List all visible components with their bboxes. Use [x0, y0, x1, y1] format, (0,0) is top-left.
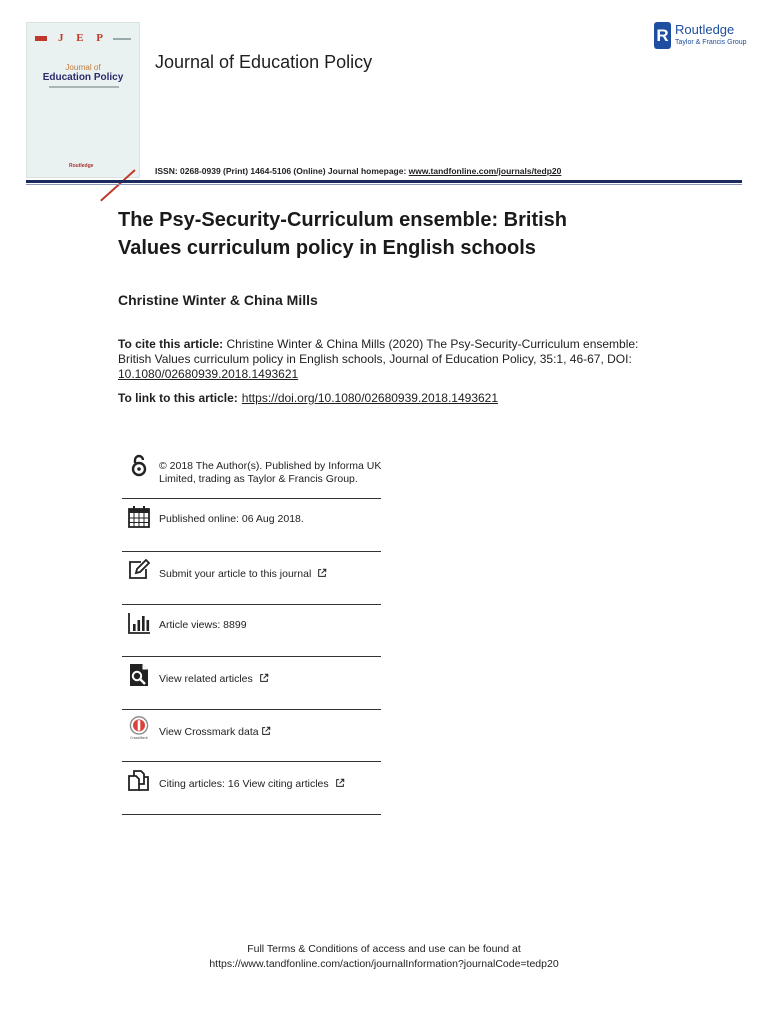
cover-publisher-mark: Routledge — [69, 163, 94, 169]
cover-acronym: J E P — [57, 32, 109, 44]
cite-label: To cite this article: — [118, 337, 224, 351]
cite-text: Christine Winter & China Mills (2020) The Psy-Security-Curriculum ensemble: British Values curriculum policy in English schools, Journal of Education Policy, 35:1, 46-67, DOI: — [118, 337, 639, 366]
article-authors: Christine Winter & China Mills — [118, 292, 318, 308]
journal-homepage-link[interactable]: www.tandfonline.com/journals/tedp20 — [408, 166, 562, 176]
citing-articles-text: Citing articles: 16 View citing articles — [159, 778, 329, 790]
external-link-icon — [317, 568, 327, 578]
external-link-icon — [261, 726, 271, 736]
article-link-line — [118, 391, 498, 405]
cover-subtitle-line — [49, 86, 119, 88]
article-doi-url-link[interactable]: https://doi.org/10.1080/02680939.2018.1493621 — [241, 391, 499, 405]
edit-icon — [127, 558, 151, 582]
crossmark-icon — [127, 716, 151, 740]
routledge-r-icon: R — [654, 22, 671, 49]
issn-text: ISSN: 0268-0939 (Print) 1464-5106 (Online) Journal homepage: — [155, 166, 409, 176]
citation-block — [118, 337, 658, 382]
published-text: Published online: 06 Aug 2018. — [159, 513, 304, 525]
external-link-icon — [259, 673, 269, 683]
terms-url-link[interactable]: https://www.tandfonline.com/action/journalInformation?journalCode=tedp20 — [209, 958, 559, 970]
row-divider — [122, 709, 381, 710]
bar-chart-icon — [127, 611, 151, 635]
row-divider — [122, 551, 381, 552]
article-views-text: Article views: 8899 — [159, 619, 247, 631]
header-divider-thin — [26, 184, 742, 185]
journal-cover-image — [26, 22, 140, 178]
submit-article-text: Submit your article to this journal — [159, 568, 312, 580]
journal-title: Journal of Education Policy — [155, 52, 373, 72]
issn-line — [155, 166, 561, 176]
related-articles-text: View related articles — [159, 673, 253, 685]
citing-articles-icon — [127, 768, 151, 792]
crossmark-link[interactable] — [159, 726, 384, 739]
publisher-group: Taylor & Francis Group — [675, 39, 747, 46]
article-title-line2: Values curriculum policy in English schools — [118, 237, 536, 259]
related-articles-link[interactable] — [159, 673, 384, 686]
external-link-icon — [335, 778, 345, 788]
article-title-line1: The Psy-Security-Curriculum ensemble: British — [118, 209, 568, 231]
link-label: To link to this article: — [118, 391, 238, 405]
terms-footer — [0, 942, 768, 972]
row-divider — [122, 604, 381, 605]
row-divider — [122, 761, 381, 762]
cover-title-small: Journal of — [65, 63, 101, 72]
row-divider — [122, 656, 381, 657]
calendar-icon — [127, 505, 151, 529]
cover-stripe — [100, 169, 136, 201]
search-document-icon — [127, 663, 151, 687]
article-title — [118, 206, 678, 262]
doi-link[interactable]: 10.1080/02680939.2018.1493621 — [118, 367, 299, 381]
citing-articles-link[interactable] — [159, 778, 384, 791]
publisher-name: Routledge — [675, 22, 735, 37]
header-divider — [26, 180, 742, 183]
terms-line: Full Terms & Conditions of access and use can be found at — [247, 943, 521, 955]
license-text: © 2018 The Author(s). Published by Informa UK Limited, trading as Taylor & Francis Group. — [159, 460, 382, 485]
row-divider — [122, 498, 381, 499]
cover-title-large: Education Policy — [42, 72, 124, 83]
svg-text:CrossMark: CrossMark — [130, 736, 148, 740]
open-access-icon — [127, 454, 151, 478]
row-divider — [122, 814, 381, 815]
submit-article-link[interactable] — [159, 568, 384, 581]
crossmark-text: View Crossmark data — [159, 726, 259, 738]
routledge-logo[interactable] — [654, 22, 750, 50]
